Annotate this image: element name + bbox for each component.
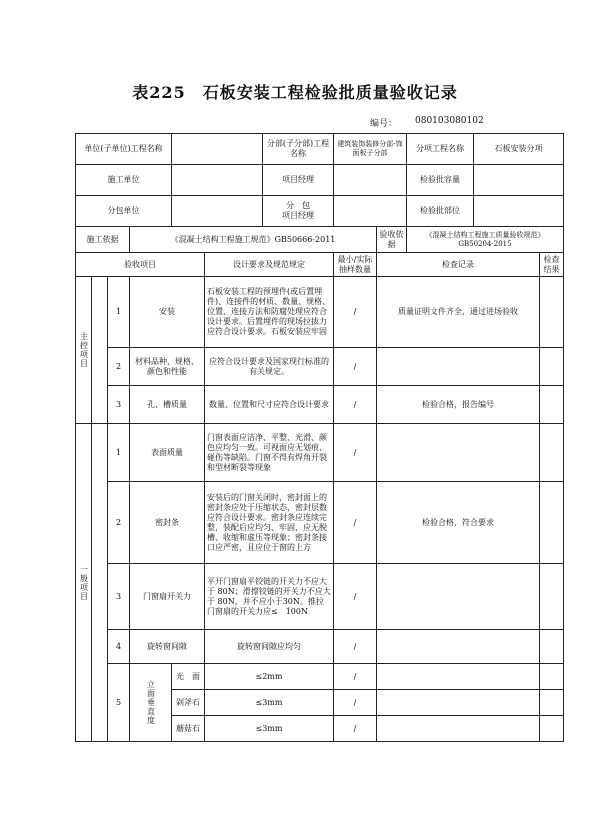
item-name: 材料品种、规格、颜色和性能: [130, 348, 205, 386]
item-name: 门窗扇开关力: [130, 564, 205, 630]
row-number: 3: [108, 386, 130, 424]
sample-count: /: [334, 424, 377, 482]
acceptance-basis-label: 验收依据: [377, 227, 407, 253]
batch-location-value: [474, 196, 564, 227]
col-header-item: 验收项目: [76, 253, 205, 277]
sample-count: /: [334, 348, 377, 386]
sample-count: /: [334, 277, 377, 348]
main-control-label: 主控项目: [76, 277, 92, 424]
sub-item-name: 光 面: [172, 664, 205, 690]
sample-count: /: [334, 630, 377, 664]
inspection-record: [377, 690, 540, 716]
inspection-record: [377, 424, 540, 482]
inspection-record: [377, 630, 540, 664]
col-header-design: 设计要求及规范规定: [205, 253, 334, 277]
project-manager-label: 项目经理: [263, 165, 334, 196]
row-number: 3: [108, 564, 130, 630]
col-header-record: 检查记录: [377, 253, 540, 277]
batch-location-label: 检验批部位: [407, 196, 474, 227]
inspection-result: [540, 690, 564, 716]
row-number: 4: [108, 630, 130, 664]
divider-cell: [92, 424, 108, 742]
inspection-record: [377, 716, 540, 742]
sample-count: /: [334, 482, 377, 564]
serial-label: 编号：: [370, 119, 398, 129]
table-row: [76, 664, 564, 690]
sub-project-manager-value: [334, 196, 407, 227]
subitem-name-label: 分项工程名称: [407, 134, 474, 165]
batch-capacity-value: [474, 165, 564, 196]
general-items-label: 一般项目: [76, 424, 92, 742]
table-row: [76, 564, 564, 630]
item-name: 旋转窗间隙: [130, 630, 205, 664]
serial-value: 080103080102: [415, 116, 484, 126]
inspection-result: [540, 348, 564, 386]
table-row: [76, 348, 564, 386]
unit-name-value: [172, 134, 263, 165]
row-number: 5: [108, 664, 130, 742]
sub-project-manager-label: 分 包 项目经理: [263, 196, 334, 227]
inspection-record: [377, 564, 540, 630]
sub-item-name: 蘑菇石: [172, 716, 205, 742]
inspection-result: [540, 664, 564, 690]
subitem-name-value: 石板安装分项: [474, 134, 564, 165]
design-requirement: 平开门窗扇平铰链的开关力不应大于 80N；滑撑铰链的开关力不应大于 80N，并不应小于30N。推拉门窗扇的开关力应≤ 100N: [205, 564, 334, 630]
table-row: [76, 424, 564, 482]
inspection-record: [377, 348, 540, 386]
design-requirement: ≤2mm: [205, 664, 334, 690]
contractor-value: [172, 165, 263, 196]
project-manager-value: [334, 165, 407, 196]
subcontractor-value: [172, 196, 263, 227]
sample-count: /: [334, 690, 377, 716]
design-requirement: ≤3mm: [205, 690, 334, 716]
table-row: [76, 277, 564, 348]
page-title: 表225 石板安装工程检验批质量验收记录: [132, 83, 458, 102]
item-name: 安装: [130, 277, 205, 348]
inspection-result: [540, 564, 564, 630]
col-header-sample: 最小/实际抽样数量: [334, 253, 377, 277]
inspection-result: [540, 482, 564, 564]
inspection-record: 检验合格，符合要求: [377, 482, 540, 564]
design-requirement: 门窗表面应洁净、平整、光滑、颜色应均匀一致。可视面应无划痕、碰伤等缺陷。门窗不得有焊角开裂和型材断裂等现象: [205, 424, 334, 482]
inspection-result: [540, 386, 564, 424]
design-requirement: 石板安装工程的预埋件(或后置埋件)、连接件的材质、数量、规格、位置、连接方法和防腐处理应符合设计要求。后置埋件的现场拉拔力应符合设计要求。石板安装应牢固: [205, 277, 334, 348]
sample-count: /: [334, 386, 377, 424]
row-number: 1: [108, 424, 130, 482]
inspection-record: 质量证明文件齐全，通过进场验收: [377, 277, 540, 348]
inspection-result: [540, 716, 564, 742]
item-name: 孔、槽质量: [130, 386, 205, 424]
table-row: [76, 482, 564, 564]
item-name: 表面质量: [130, 424, 205, 482]
construction-basis-label: 施工依据: [76, 227, 130, 253]
item-name: 立面垂直度: [130, 664, 172, 742]
item-name: 密封条: [130, 482, 205, 564]
sample-count: /: [334, 716, 377, 742]
col-header-result: 检查结果: [540, 253, 564, 277]
subcontractor-label: 分包单位: [76, 196, 172, 227]
inspection-record: [377, 664, 540, 690]
design-requirement: 旋转窗间隙应均匀: [205, 630, 334, 664]
design-requirement: ≤3mm: [205, 716, 334, 742]
sample-count: /: [334, 564, 377, 630]
inspection-record: 检验合格，报告编号: [377, 386, 540, 424]
part-name-label: 分部(子分部)工程名称: [263, 134, 334, 165]
row-number: 2: [108, 482, 130, 564]
inspection-result: [540, 424, 564, 482]
table-row: [76, 630, 564, 664]
sub-item-name: 剁斧石: [172, 690, 205, 716]
design-requirement: 应符合设计要求及国家现行标准的有关规定。: [205, 348, 334, 386]
design-requirement: 安装后的门窗关闭时，密封面上的密封条应处于压缩状态，密封层数应符合设计要求。密封条应连续完整，装配后应均匀、牢固，应无脱槽、收缩和虚压等现象；密封条接口应严密，且应位于窗的上方: [205, 482, 334, 564]
table-row: [76, 386, 564, 424]
row-number: 1: [108, 277, 130, 348]
row-number: 2: [108, 348, 130, 386]
construction-basis-value: 《混凝土结构工程施工规范》GB50666-2011: [130, 227, 377, 253]
inspection-result: [540, 630, 564, 664]
inspection-result: [540, 277, 564, 348]
batch-capacity-label: 检验批容量: [407, 165, 474, 196]
design-requirement: 数量、位置和尺寸应符合设计要求: [205, 386, 334, 424]
contractor-label: 施工单位: [76, 165, 172, 196]
part-name-value: 建筑装饰装修分部-饰面板子分部: [334, 134, 407, 165]
sample-count: /: [334, 664, 377, 690]
unit-name-label: 单位(子单位)工程名称: [76, 134, 172, 165]
acceptance-basis-value: 《混凝土结构工程施工质量验收规范》GB50204-2015: [407, 227, 564, 253]
inspection-record-table: [75, 133, 564, 742]
divider-cell: [92, 277, 108, 424]
